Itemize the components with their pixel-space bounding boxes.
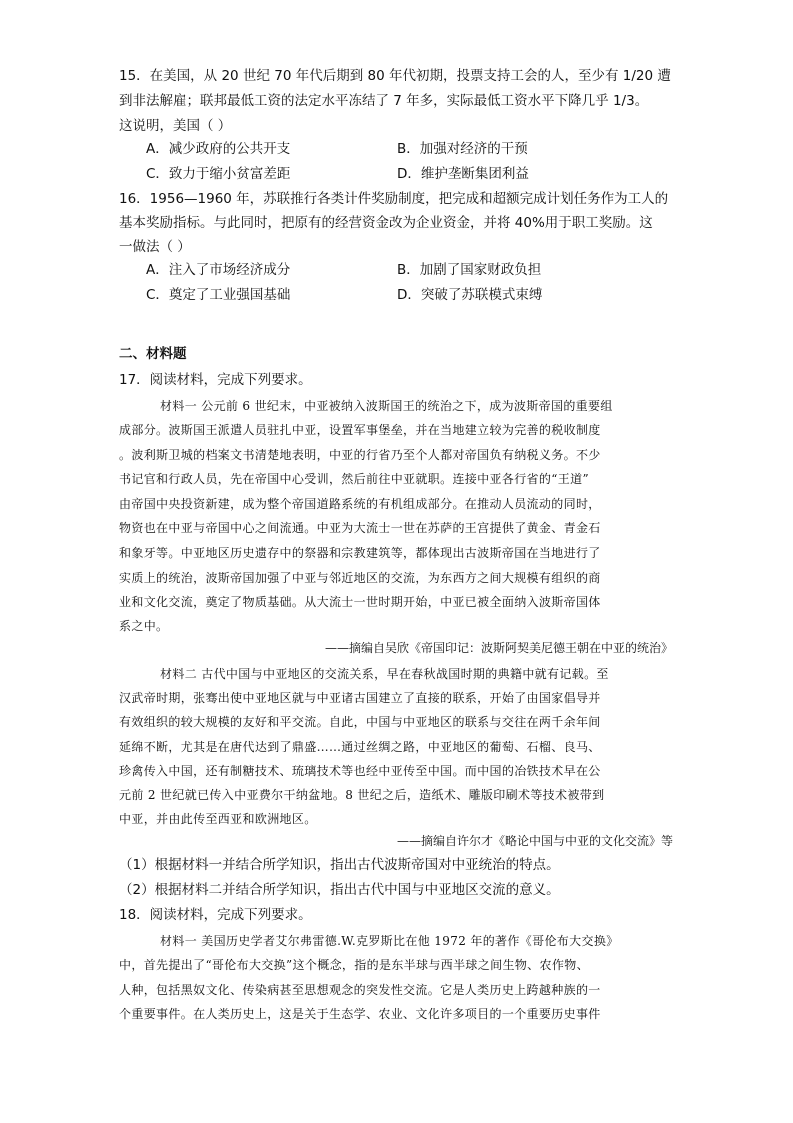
- q17-source2: ——摘编自许尔才《略论中国与中亚的文化交流》等: [396, 834, 673, 848]
- q15-option-a[interactable]: A．减少政府的公共开支: [146, 141, 291, 157]
- section-heading: 二、材料题: [119, 346, 187, 362]
- q17-material2-line-7: 中亚，并由此传至西亚和欧洲地区。: [119, 812, 317, 826]
- q17-material1-line-4: 书记官和行政人员，先在帝国中心受训，然后前往中亚就职。连接中亚各行省的“王道”: [119, 472, 589, 486]
- q17-material1-line-7: 和象牙等。中亚地区历史遗存中的祭器和宗教建筑等，都体现出古波斯帝国在当地进行了: [119, 546, 601, 560]
- q17-material1-line-9: 业和文化交流，奠定了物质基础。从大流士一世时期开始，中亚已被全面纳入波斯帝国体: [119, 595, 601, 609]
- q17-source1: ——摘编自吴欣《帝国印记：波斯阿契美尼德王朝在中亚的统治》: [324, 641, 673, 655]
- q16-option-b[interactable]: B．加剧了国家财政负担: [397, 262, 542, 278]
- q17-material2-line-1: 材料二 古代中国与中亚地区的交流关系，早在春秋战国时期的典籍中就有记载。至: [160, 667, 609, 681]
- q17-material1-line-6: 物资也在中亚与帝国中心之间流通。中亚为大流士一世在苏萨的王宫提供了黄金、青金石: [119, 521, 601, 535]
- q16-stem-line-2: 基本奖励指标。与此同时，把原有的经营资金改为企业资金，并将 40%用于职工奖励。这: [119, 215, 653, 231]
- q17-intro: 17．阅读材料，完成下列要求。: [119, 372, 312, 388]
- q17-material1-line-8: 实质上的统治，波斯帝国加强了中亚与邻近地区的交流，为东西方之间大规模有组织的商: [119, 571, 601, 585]
- q18-material1-line-2: 中，首先提出了“哥伦布大交换”这个概念，指的是东半球与西半球之间生物、农作物、: [119, 958, 589, 972]
- q16-option-d[interactable]: D．突破了苏联模式束缚: [397, 287, 543, 303]
- q17-material2-line-4: 延绵不断，尤其是在唐代达到了鼎盛……通过丝绸之路，中亚地区的葡萄、石榴、良马、: [119, 740, 601, 754]
- q16-stem-line-1: 16．1956—1960 年，苏联推行各类计件奖励制度，把完成和超额完成计划任务作为工人的: [119, 191, 669, 207]
- q17-material2-line-5: 珍禽传入中国，还有制糖技术、琉璃技术等也经中亚传至中国。而中国的冶铁技术早在公: [119, 764, 601, 778]
- q17-material1-line-1: 材料一 公元前 6 世纪末，中亚被纳入波斯国王的统治之下，成为波斯帝国的重要组: [160, 399, 613, 413]
- q17-material2-line-3: 有效组织的较大规模的友好和平交流。自此，中国与中亚地区的联系与交往在两千余年间: [119, 715, 601, 729]
- q16-stem-line-3: 一做法（ ）: [119, 239, 191, 255]
- q17-material2-line-2: 汉武帝时期，张骞出使中亚地区就与中亚诸古国建立了直接的联系，开始了由国家倡导并: [119, 691, 601, 705]
- q17-material2-line-6: 元前 2 世纪就已传入中亚费尔干纳盆地。8 世纪之后，造纸术、雕版印刷术等技术被带到: [119, 788, 605, 802]
- q15-option-c[interactable]: C．致力于缩小贫富差距: [146, 166, 291, 182]
- q18-intro: 18．阅读材料，完成下列要求。: [119, 907, 312, 923]
- q15-option-b[interactable]: B．加强对经济的干预: [397, 141, 528, 157]
- q17-material1-line-5: 由帝国中央投资新建，成为整个帝国道路系统的有机组成部分。在推动人员流动的同时，: [119, 497, 601, 511]
- q16-option-a[interactable]: A．注入了市场经济成分: [146, 262, 291, 278]
- q18-material1-line-1: 材料一 美国历史学者艾尔弗雷德.W.克罗斯比在他 1972 年的著作《哥伦布大交换》: [160, 934, 619, 948]
- q17-subquestion-1: （1）根据材料一并结合所学知识，指出古代波斯帝国对中亚统治的特点。: [119, 857, 560, 873]
- q15-stem-line-1: 15．在美国，从 20 世纪 70 年代后期到 80 年代初期，投票支持工会的人，至少有 1/20 遭: [119, 68, 671, 84]
- q17-material1-line-2: 成部分。波斯国王派遣人员驻扎中亚，设置军事堡垒，并在当地建立较为完善的税收制度: [119, 423, 601, 437]
- q15-option-d[interactable]: D．维护垄断集团利益: [397, 166, 529, 182]
- q17-subquestion-2: （2）根据材料二并结合所学知识，指出古代中国与中亚地区交流的意义。: [119, 882, 560, 898]
- q17-material1-line-3: 。波利斯卫城的档案文书清楚地表明，中亚的行省乃至个人都对帝国负有纳税义务。不少: [119, 448, 601, 462]
- q16-option-c[interactable]: C．奠定了工业强国基础: [146, 287, 291, 303]
- q15-stem-line-3: 这说明，美国（ ）: [119, 118, 232, 134]
- q17-material1-line-10: 系之中。: [119, 619, 169, 633]
- q15-stem-line-2: 到非法解雇；联邦最低工资的法定水平冻结了 7 年多，实际最低工资水平下降几乎 1/3。: [119, 93, 649, 109]
- q18-material1-line-4: 个重要事件。在人类历史上，这是关于生态学、农业、文化许多项目的一个重要历史事件: [119, 1007, 601, 1021]
- q18-material1-line-3: 人种，包括黑奴文化、传染病甚至思想观念的突发性交流。它是人类历史上跨越种族的一: [119, 983, 601, 997]
